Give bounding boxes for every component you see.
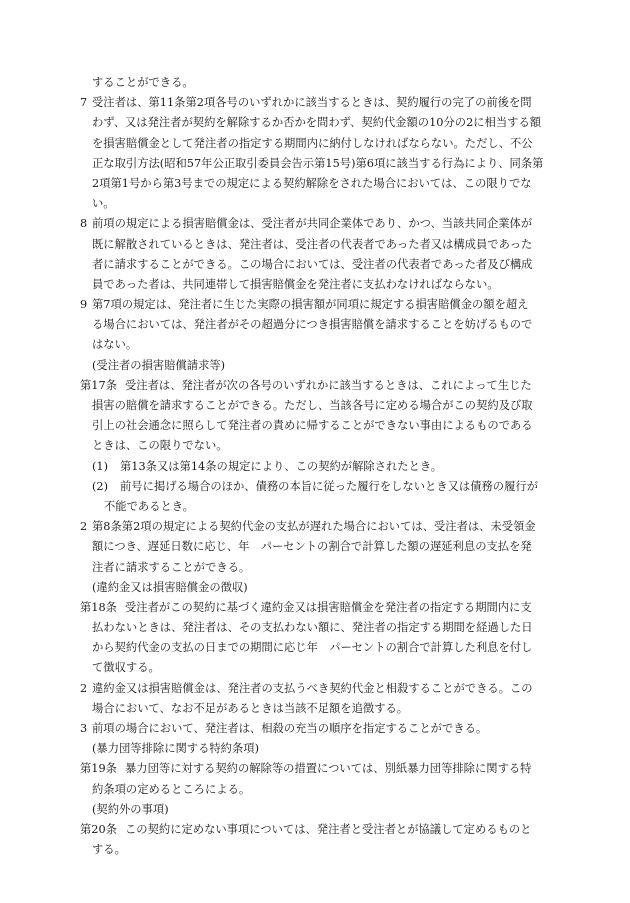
- text-line: [0, 558, 630, 578]
- continuation-text: て徴収する。: [92, 661, 160, 675]
- item-text: 前号に掲げる場合のほか、債務の本旨に従った履行をしないとき又は債務の履行が: [120, 479, 538, 493]
- article-line: [0, 820, 630, 840]
- article-caption: [0, 739, 630, 759]
- continuation-text: 払わないときは、発注者は、その支払わない額に、発注者の指定する期間を経過した日: [92, 621, 533, 635]
- text-line: [0, 436, 630, 456]
- item-number: (1): [92, 459, 109, 473]
- article-text: この契約に定めない事項については、発注者と受注者とが協議して定めるものと: [125, 822, 532, 836]
- continuation-text: 員であった者は、共同連帯して損害賠償金を発注者に支払わなければならない。: [92, 277, 499, 291]
- text-line: [0, 194, 630, 214]
- text-line: [0, 335, 630, 355]
- text-line: [0, 840, 630, 860]
- article-caption-text: (契約外の事項): [92, 802, 169, 816]
- text-line: [0, 618, 630, 638]
- article-text: 受注者がこの契約に基づく違約金又は損害賠償金を発注者の指定する期間内に支: [125, 600, 532, 614]
- continuation-text: 約条項の定めるところによる。: [92, 782, 251, 796]
- continuation-text: を損害賠償金として発注者の指定する期間内に納付しなければならない。ただし、不公: [92, 136, 533, 150]
- article-caption: [0, 356, 630, 376]
- text-line: [0, 658, 630, 678]
- continuation-text: 額につき、遅延日数に応じ、年 パーセントの割合で計算した額の遅延利息の支払を発: [92, 540, 532, 554]
- article-line: [0, 598, 630, 618]
- article-number: 第17条: [80, 378, 117, 392]
- item-text: 第13条又は第14条の規定により、この契約が解除されたとき。: [120, 459, 443, 473]
- article-number: 第18条: [80, 600, 117, 614]
- paragraph-number: 9: [80, 298, 88, 312]
- continuation-text: 2項第1号から第3号までの規定による契約解除をされた場合においては、この限りでな: [92, 176, 532, 190]
- article-number: 第20条: [80, 822, 117, 836]
- continuation-text: 場合において、なお不足があるときは当該不足額を追徴する。: [92, 701, 409, 715]
- article-caption-text: (受注者の損害賠償請求等): [92, 358, 226, 372]
- text-line: [0, 113, 630, 133]
- continuation-text: 損害の賠償を請求することができる。ただし、当該各号に定める場合がこの契約及び取: [92, 399, 533, 412]
- article-line: [0, 376, 630, 396]
- text-line: [0, 275, 630, 295]
- article-number: 第19条: [80, 762, 117, 776]
- paragraph-line: [0, 719, 630, 739]
- continuation-text: る場合においては、発注者がその超過分につき損害賠償を請求することを妨げるもので: [92, 318, 533, 332]
- article-caption-text: (暴力団等排除に関する特約条項): [92, 742, 259, 756]
- paragraph-text: 第8条第2項の規定による契約代金の支払が遅れた場合においては、受注者は、未受領金: [92, 520, 536, 534]
- continuation-text: わず、又は発注者が契約を解除するか否かを問わず、契約代金額の10分の2に相当する額: [92, 116, 542, 130]
- continuation-text: 者に請求することができる。この場合においては、受注者の代表者であった者及び構成: [92, 257, 533, 271]
- text-line: [0, 154, 630, 174]
- paragraph-number: 2: [80, 520, 88, 534]
- article-text: 暴力団等に対する契約の解除等の措置については、別紙暴力団等排除に関する特: [125, 762, 532, 776]
- paragraph-line: [0, 214, 630, 234]
- article-caption: [0, 578, 630, 598]
- continuation-text: から契約代金の支払の日までの期間に応じ年 パーセントの割合で計算した利息を付し: [92, 641, 533, 655]
- list-item: [0, 457, 630, 477]
- continuation-text: ときは、この限りでない。: [92, 439, 228, 453]
- paragraph-number: 8: [80, 217, 88, 231]
- continuation-text: 既に解散されているときは、発注者は、受注者の代表者であった者又は構成員であった: [92, 237, 533, 251]
- text-line: [0, 174, 630, 194]
- article-caption-text: (違約金又は損害賠償金の徴収): [92, 580, 248, 594]
- continuation-text: する。: [92, 843, 126, 857]
- paragraph-number: 7: [80, 96, 88, 110]
- document-body: [0, 73, 630, 860]
- article-text: 受注者は、発注者が次の各号のいずれかに該当するときは、これによって生じた: [125, 378, 532, 392]
- text-line: [0, 255, 630, 275]
- continuation-text: 引上の社会通念に照らして発注者の責めに帰することができない事由によるものである: [92, 419, 533, 433]
- paragraph-text: 前項の規定による損害賠償金は、受注者が共同企業体であり、かつ、当該共同企業体が: [92, 217, 533, 231]
- paragraph-line: [0, 295, 630, 315]
- paragraph-line: [0, 679, 630, 699]
- paragraph-line: [0, 93, 630, 113]
- list-item: [0, 477, 630, 497]
- continuation-text: 注者に請求することができる。: [92, 560, 251, 574]
- text-line: [0, 235, 630, 255]
- item-continuation: [0, 497, 630, 517]
- text-line: [0, 73, 630, 93]
- text-line: [0, 416, 630, 436]
- text-line: [0, 134, 630, 154]
- paragraph-number: 3: [80, 722, 88, 735]
- paragraph-line: [0, 517, 630, 537]
- text-line: [0, 396, 630, 416]
- paragraph-text: 違約金又は損害賠償金は、発注者の支払うべき契約代金と相殺することができる。この: [92, 681, 533, 695]
- text-line: [0, 780, 630, 800]
- text-line: [0, 315, 630, 335]
- continuation-text: はない。: [92, 338, 138, 352]
- paragraph-number: 2: [80, 681, 88, 695]
- item-continuation-text: 不能であるとき。: [104, 499, 194, 513]
- text-line: [0, 638, 630, 658]
- article-line: [0, 759, 630, 779]
- item-number: (2): [92, 479, 109, 493]
- continuation-text: い。: [92, 197, 115, 211]
- continuation-text: することができる。: [92, 76, 194, 89]
- paragraph-text: 受注者は、第11条第2項各号のいずれかに該当するときは、契約履行の完了の前後を問: [92, 96, 532, 110]
- continuation-text: 正な取引方法(昭和57年公正取引委員会告示第15号)第6項に該当する行為により、同条第: [92, 156, 544, 170]
- article-caption: [0, 800, 630, 820]
- text-line: [0, 699, 630, 719]
- paragraph-text: 前項の場合において、発注者は、相殺の充当の順序を指定することができる。: [92, 722, 488, 735]
- text-line: [0, 537, 630, 557]
- paragraph-text: 第7項の規定は、発注者に生じた実際の損害額が同項に規定する損害賠償金の額を超え: [92, 298, 529, 312]
